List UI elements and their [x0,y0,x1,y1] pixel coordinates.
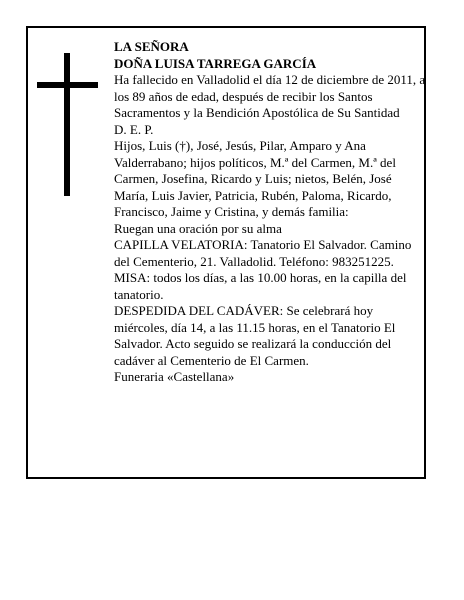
obituary-text [114,39,426,386]
family-list: Hijos, Luis (†), José, Jesús, Pilar, Amparo y Ana Valderrabano; hijos políticos, M.ª del Carmen, M.ª del Carmen, Josefina, Ricardo y Luis; nietos, Belén, José María, Luis Javier, Patricia, Rubén, Paloma, Ricardo, Francisco, Jaime y Cristina, y demás familia: [114,138,396,219]
cross-vertical-bar [64,53,70,196]
mass-info: MISA: todos los días, a las 10.00 horas, en la capilla del tanatorio. [114,270,407,302]
death-announcement: Ha fallecido en Valladolid el día 12 de diciembre de 2011, a los 89 años de edad, después de recibir los Santos Sacramentos y la Bendición Apostólica de Su Santidad [114,72,426,120]
prayer-request: Ruegan una oración por su alma [114,220,282,236]
deceased-name: DOÑA LUISA TARREGA GARCÍA [114,55,317,71]
notice-header: LA SEÑORA [114,39,189,54]
funeral-home: Funeraria «Castellana» [114,369,235,384]
wake-chapel-info: CAPILLA VELATORIA: Tanatorio El Salvador. Camino del Cementerio, 21. Valladolid. Teléfono: 983251225. [114,237,412,269]
farewell-info: DESPEDIDA DEL CADÁVER: Se celebrará hoy miércoles, día 14, a las 11.15 horas, en el Tanatorio El Salvador. Acto seguido se realizará la conducción del cadáver al Cementerio de El Carmen. [114,303,396,368]
rip-text: D. E. P. [114,121,154,137]
cross-horizontal-bar [37,82,98,88]
